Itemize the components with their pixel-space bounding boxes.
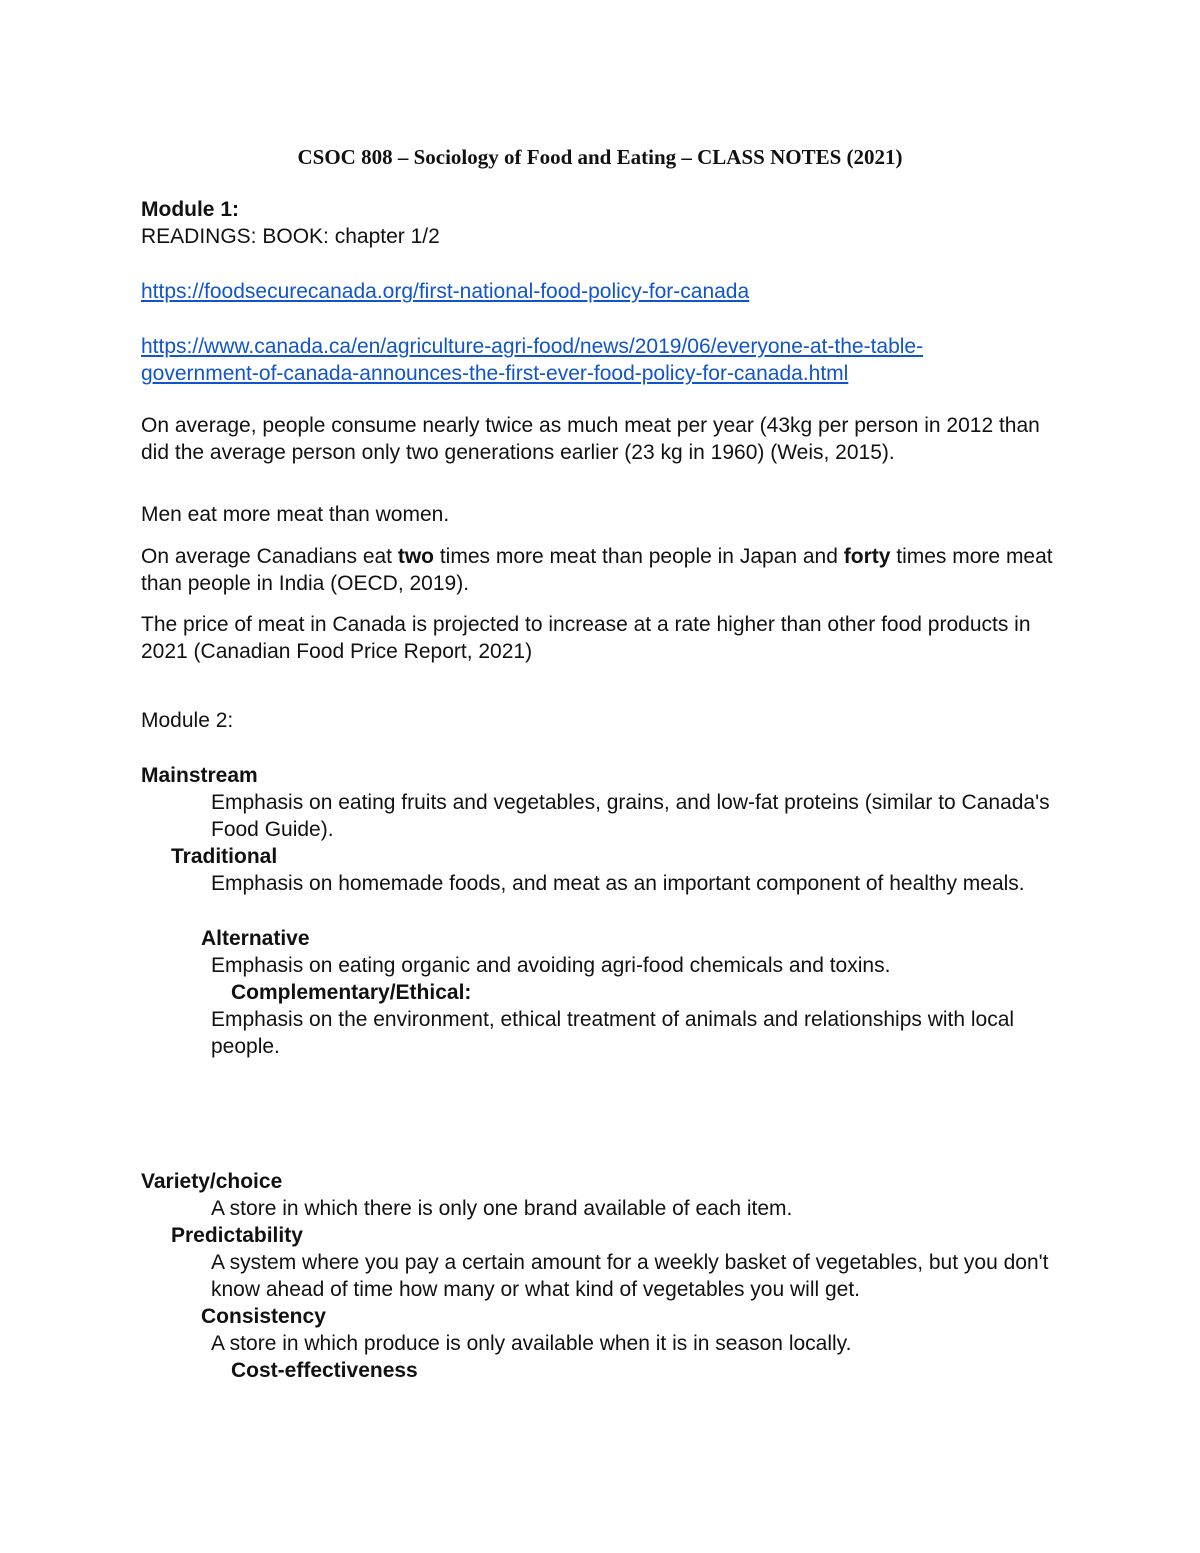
canada-news-link-line2[interactable]: government-of-canada-announces-the-first-ever-food-policy-for-canada.html	[141, 362, 849, 385]
meat-price-paragraph: The price of meat in Canada is projected to increase at a rate higher than other food products in 2021 (Canadian Food Price Report, 2021)	[141, 613, 1031, 663]
food-policy-link[interactable]: https://foodsecurecanada.org/first-national-food-policy-for-canada	[141, 280, 750, 303]
module2-heading: Module 2:	[141, 709, 234, 732]
canada-news-link-line1[interactable]: https://www.canada.ca/en/agriculture-agri-food/news/2019/06/everyone-at-the-table-	[141, 335, 924, 358]
document-title: CSOC 808 – Sociology of Food and Eating – CLASS NOTES (2021)	[297, 145, 903, 169]
canada-comparison-paragraph: On average Canadians eat two times more meat than people in Japan and forty times more meat than people in India (OECD, 2019).	[141, 545, 1053, 595]
desc-mainstream: Emphasis on eating fruits and vegetables, grains, and low-fat proteins (similar to Canada's Food Guide).	[211, 791, 1050, 841]
term-alternative: Alternative	[201, 927, 310, 950]
term-traditional: Traditional	[171, 845, 278, 868]
term-variety-choice: Variety/choice	[141, 1170, 283, 1193]
desc-alternative: Emphasis on eating organic and avoiding agri-food chemicals and toxins.	[211, 954, 891, 977]
desc-consistency: A store in which produce is only available when it is in season locally.	[211, 1332, 852, 1355]
term-cost-effectiveness: Cost-effectiveness	[231, 1359, 418, 1382]
canada-news-link[interactable]	[141, 333, 1061, 387]
module1-heading: Module 1:	[141, 198, 239, 221]
desc-traditional: Emphasis on homemade foods, and meat as an important component of healthy meals.	[211, 872, 1025, 895]
term-consistency: Consistency	[201, 1305, 326, 1328]
term-complementary-ethical: Complementary/Ethical:	[231, 981, 472, 1004]
term-predictability: Predictability	[171, 1224, 303, 1247]
term-mainstream: Mainstream	[141, 764, 258, 787]
meat-consumption-paragraph: On average, people consume nearly twice as much meat per year (43kg per person in 2012 than did the average person only two generations earlier (23 kg in 1960) (Weis, 2015).	[141, 414, 1040, 464]
desc-variety-choice: A store in which there is only one brand available of each item.	[211, 1197, 793, 1220]
module1-readings: READINGS: BOOK: chapter 1/2	[141, 225, 440, 248]
desc-complementary-ethical: Emphasis on the environment, ethical treatment of animals and relationships with local people.	[211, 1008, 1015, 1058]
men-women-paragraph: Men eat more meat than women.	[141, 503, 450, 526]
desc-predictability: A system where you pay a certain amount for a weekly basket of vegetables, but you don't know ahead of time how many or what kind of vegetables you will get.	[211, 1251, 1049, 1301]
